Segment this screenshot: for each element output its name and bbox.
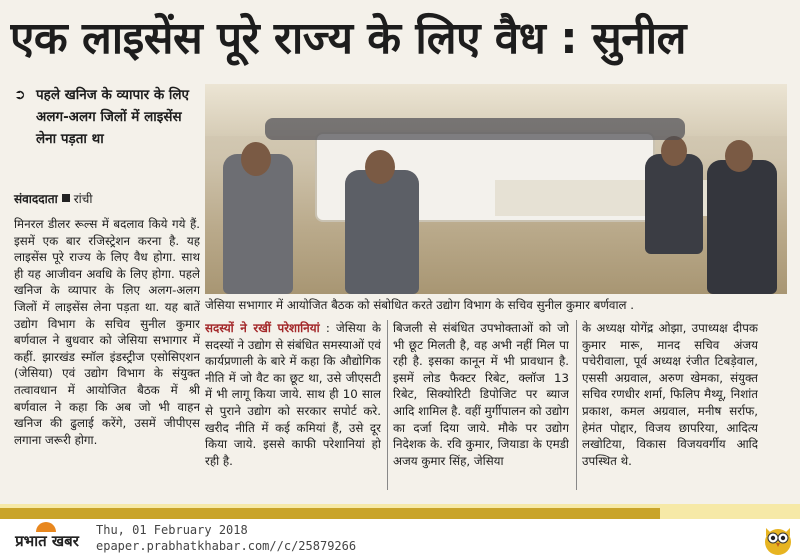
kicker xyxy=(14,84,200,150)
owl-mascot-icon xyxy=(762,522,794,556)
article-column-3: बिजली से संबंधित उपभोक्ताओं को जो भी छूट मिलती है, वह अभी नहीं मिल पा रही है. इसका कानून में भी प्रावधान है. इसमें लोड फैक्टर रिबेट, क्लॉज 13 रिबेट, सिक्योरिटी डिपोजिट पर ब्याज आदि शामिल है. वहीं मुर्गीपालन को उद्योग का दर्जा दिया जाये. मौके पर उद्योग निदेशक के. रवि कुमार, जियाडा के एमडी अजय कुमार सिंह, जेसिया xyxy=(393,321,569,468)
logo-name: प्रभात खबर xyxy=(15,532,79,550)
photo-caption: जेसिया सभागार में आयोजित बैठक को संबोधित करते उद्योग विभाग के सचिव सुनील कुमार बर्णवाल . xyxy=(205,298,635,312)
photo-person xyxy=(707,160,777,294)
column-rule xyxy=(387,320,388,490)
byline-author: संवाददाता xyxy=(14,192,58,206)
photo-head xyxy=(365,150,395,184)
meeting-photo xyxy=(205,84,787,294)
article-column-4: के अध्यक्ष योगेंद्र ओझा, उपाध्यक्ष दीपक कुमार मारू, मानद सचिव अंजय पचेरीवाला, पूर्व अध्यक्ष रंजीत टिबड़ेवाल, एससी अग्रवाल, अरुण खेमका, संयुक्त सचिव रणधीर शर्मा, फिलिप मैथ्यू, निशांत प्रकाश, कमल अग्रवाल, मनीष सर्राफ, हेमंत पोद्दार, विजय छापरिया, आदित्य लखोटिया, विकास विजयवर्गीय आदि उपस्थित थे. xyxy=(582,321,758,468)
newspaper-logo[interactable] xyxy=(6,522,88,554)
subheading: सदस्यों ने रखीं परेशानियां xyxy=(205,321,320,335)
photo-person xyxy=(645,154,703,254)
article-column-2 xyxy=(205,320,381,492)
epaper-footer xyxy=(0,519,800,559)
article-column-2-text: : जेसिया के सदस्यों ने उद्योग से संबंधित समस्याओं एवं कार्यप्रणाली के बारे में कहा कि औद्योगिक नीति में जो वैट का छूट था, उसे जीएसटी में भी लागू किया जाये. साथ ही 10 साल से पुराने उद्योग को सरकार सपोर्ट करे. खरीद नीति में कई कमियां हैं, उसे दूर किया जाये. इससे काफी परेशानियां हो रही है. xyxy=(205,321,381,468)
photo-head xyxy=(661,136,687,166)
photo-back-row xyxy=(265,118,685,140)
photo-person xyxy=(345,170,419,294)
photo-head xyxy=(725,140,753,172)
photo-head xyxy=(241,142,271,176)
headline: एक लाइसेंस पूरे राज्य के लिए वैध : सुनील xyxy=(10,13,686,64)
footer-meta xyxy=(96,522,356,554)
byline xyxy=(14,190,200,207)
byline-city: रांची xyxy=(73,192,93,206)
byline-separator xyxy=(62,194,70,202)
kicker-arrow-icon: ➲ xyxy=(14,87,26,103)
article-column-1: मिनरल डीलर रूल्स में बदलाव किये गये हैं. इसमें एक बार रजिस्ट्रेशन करना है. यह लाइसेंस पूरे राज्य के लिए वैध होगा. साथ ही यह आजीवन अवधि के लिए होगा. पहले खनिज के व्यापार के लिए अलग-अलग जिलों में लाइसेंस लेना पड़ता था. यह बातें उद्योग विभाग के सचिव सुनील कुमार बर्णवाल ने बुधवार को जेसिया सभागार में कहीं. झारखंड स्मॉल इंडस्ट्रीज एसोसिएशन (जेसिया) एवं उद्योग विभाग के संयुक्त तत्वावधान में आयोजित बैठक में श्री बर्णवाल ने कहा कि अब जो भी वाहन खनिज की ढुलाई करेंगे, उसमें जीपीएस लगाना जरूरी होगा. xyxy=(14,217,200,447)
edition-date: Thu, 01 February 2018 xyxy=(96,523,248,537)
kicker-text: पहले खनिज के व्यापार के लिए अलग-अलग जिलों में लाइसेंस लेना पड़ता था xyxy=(36,87,190,147)
epaper-url[interactable]: epaper.prabhatkhabar.com//c/25879266 xyxy=(96,539,357,553)
column-rule xyxy=(576,320,577,490)
